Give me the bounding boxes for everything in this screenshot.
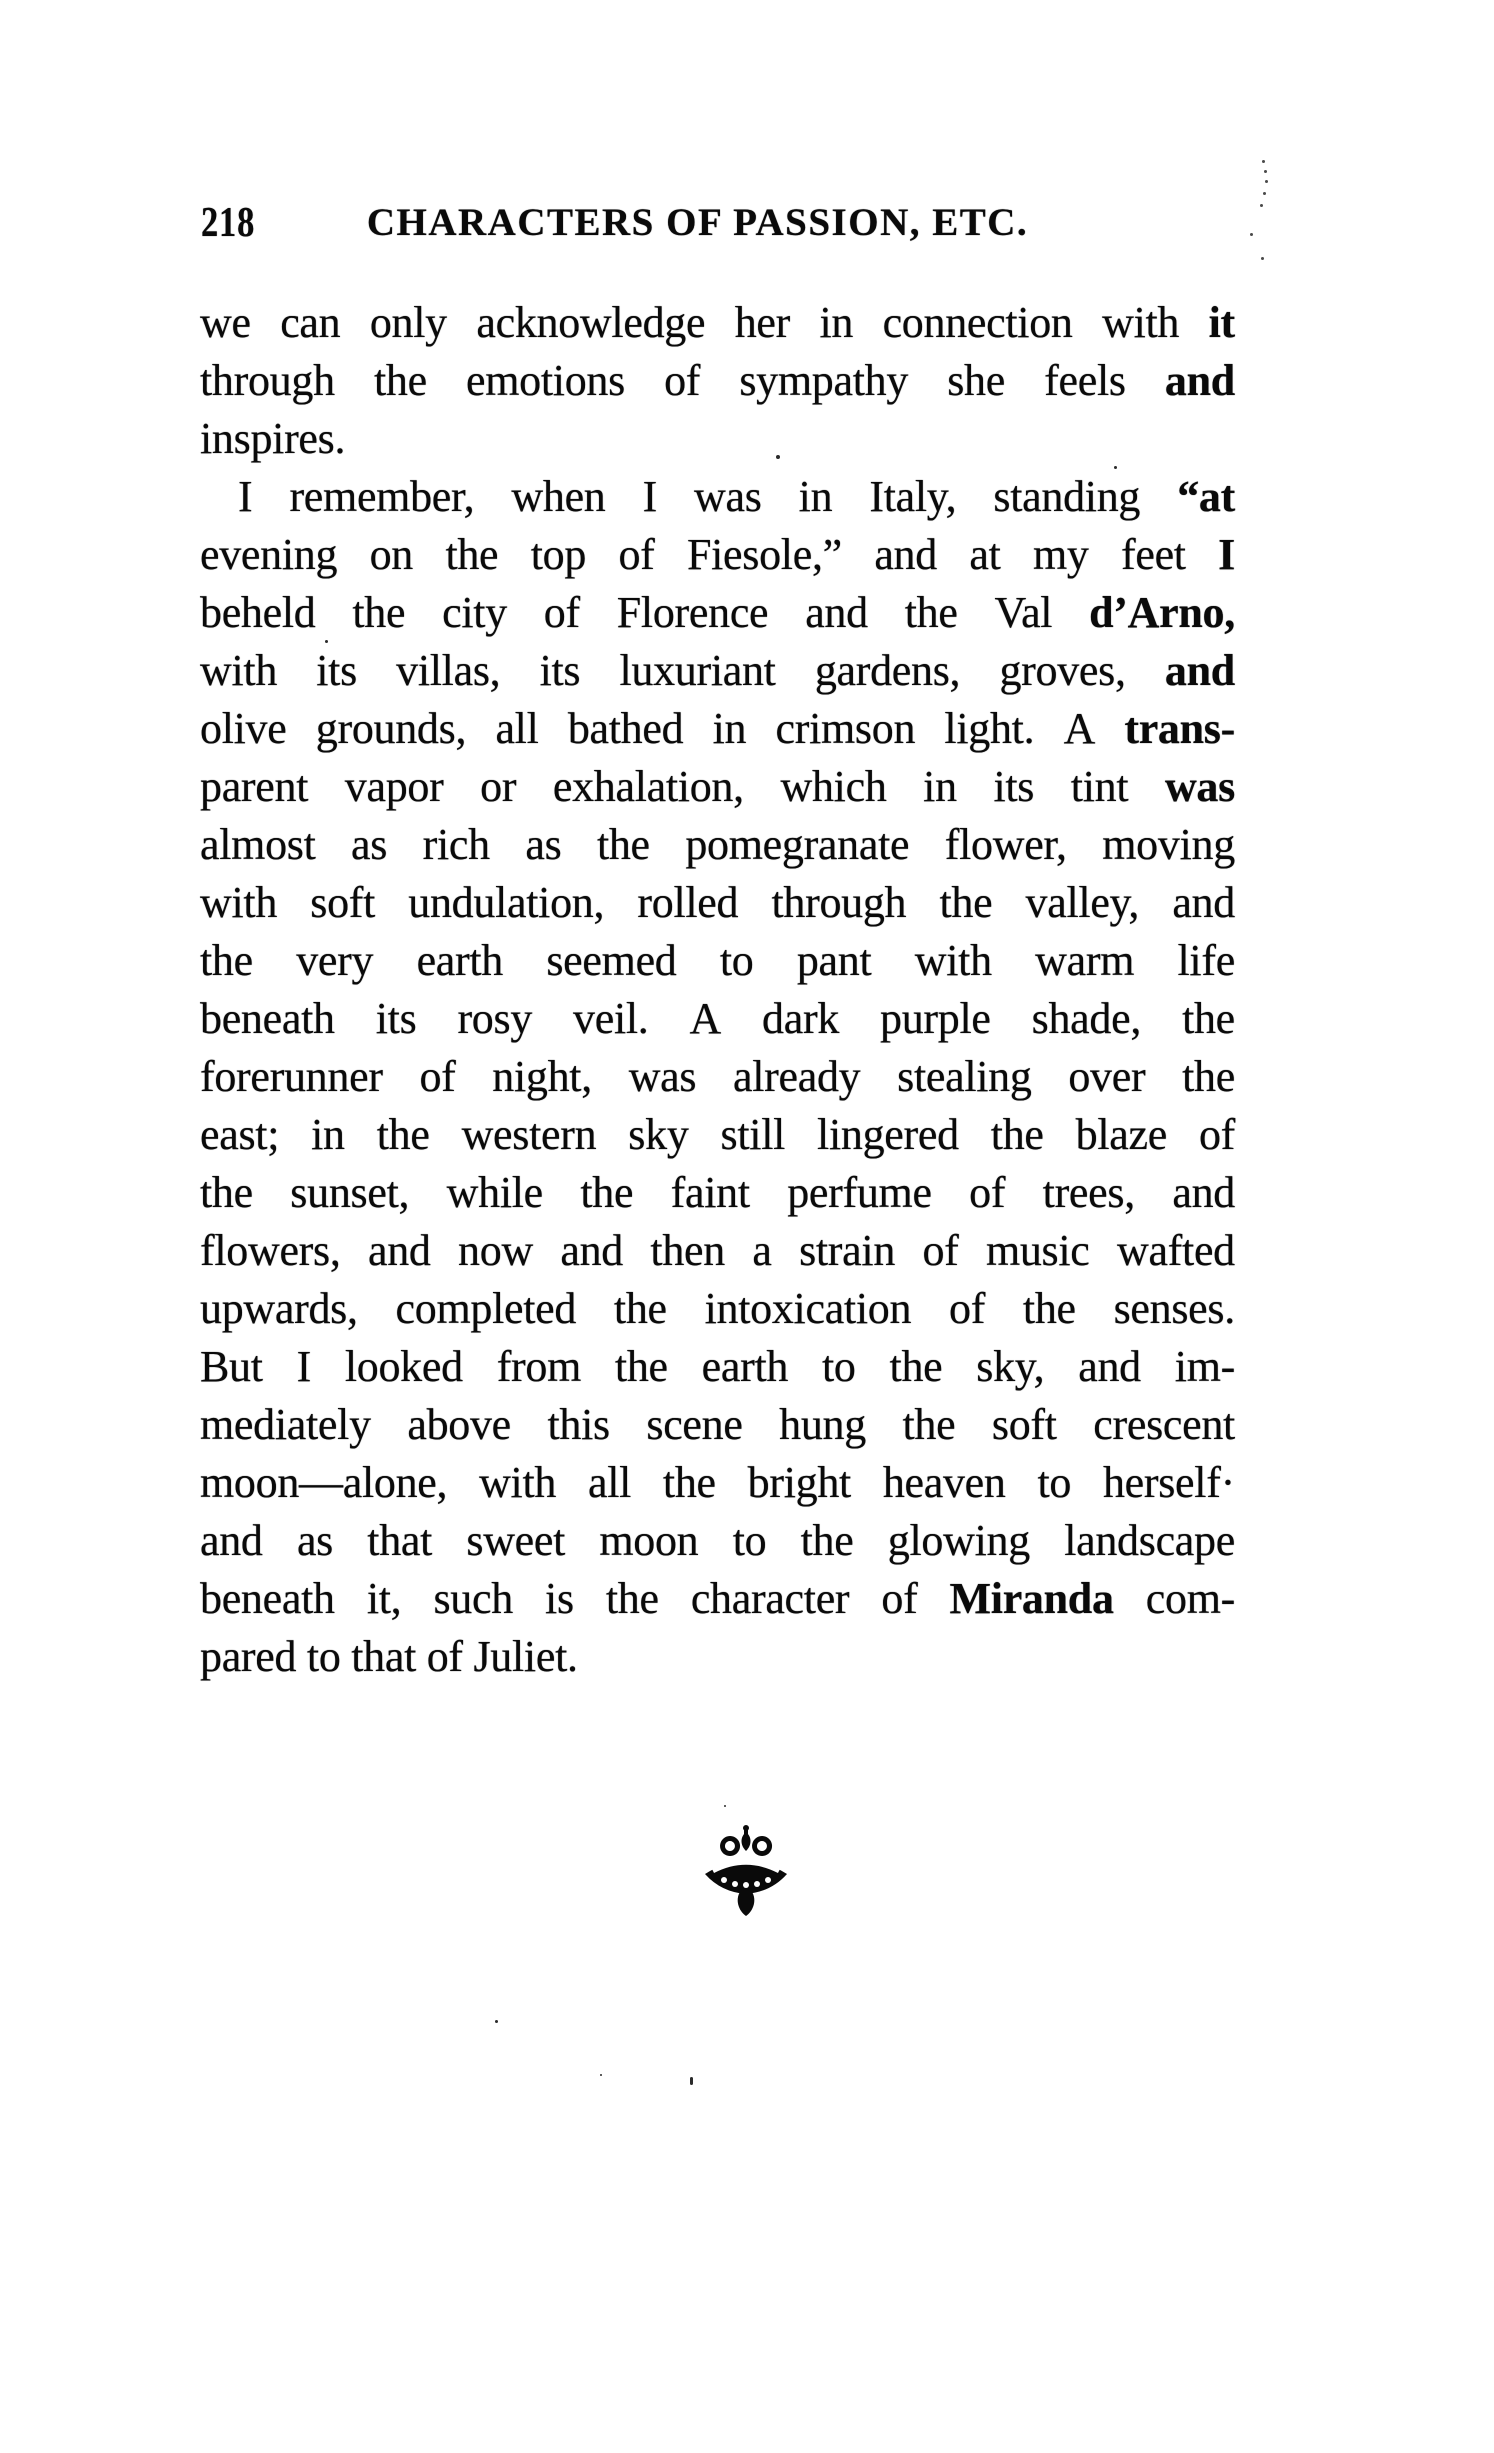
text-line: pared to that of Juliet. (200, 1632, 578, 1681)
text-line: with soft undulation, rolled through the valley, and (200, 878, 1235, 927)
text-line: we can only acknowledge her in connection with it (200, 298, 1235, 347)
text-line: the very earth seemed to pant with warm life (200, 936, 1235, 985)
text-line: east; in the western sky still lingered the blaze of (200, 1110, 1235, 1159)
text-line: upwards, completed the intoxication of the senses. (200, 1284, 1235, 1333)
text-line: olive grounds, all bathed in crimson light. A trans- (200, 704, 1235, 753)
text-line: mediately above this scene hung the soft crescent (200, 1400, 1235, 1449)
scan-artifact-speck (1114, 466, 1117, 469)
page-number: 218 (201, 200, 256, 246)
text-line: with its villas, its luxuriant gardens, groves, and (200, 646, 1235, 695)
text-line: the sunset, while the faint perfume of trees, and (200, 1168, 1235, 1217)
text-line: parent vapor or exhalation, which in its tint was (200, 762, 1235, 811)
text-line: beneath its rosy veil. A dark purple shade, the (200, 994, 1235, 1043)
text-line: through the emotions of sympathy she feels and (200, 356, 1235, 405)
scan-artifact-speck (724, 1805, 726, 1807)
text-line: I remember, when I was in Italy, standing “at (238, 472, 1235, 521)
text-line: and as that sweet moon to the glowing landscape (200, 1516, 1235, 1565)
text-line: evening on the top of Fiesole,” and at my feet I (200, 530, 1235, 579)
scan-artifact-speck (600, 2074, 602, 2076)
scan-artifact-speck (690, 2077, 693, 2085)
scan-artifact-speck (325, 640, 328, 643)
text-line: almost as rich as the pomegranate flower, moving (200, 820, 1235, 869)
printer-ornament-icon (701, 1824, 791, 1916)
running-title: CHARACTERS OF PASSION, ETC. (366, 201, 1029, 244)
text-line: beheld the city of Florence and the Val d’Arno, (200, 588, 1235, 637)
body-text (200, 294, 1235, 1686)
text-line: inspires. (200, 414, 346, 463)
scan-artifact-speck (776, 455, 780, 459)
scan-artifact-speck (495, 2020, 498, 2023)
text-line: beneath it, such is the character of Miranda com- (200, 1574, 1235, 1623)
text-line: flowers, and now and then a strain of music wafted (200, 1226, 1235, 1275)
text-line: But I looked from the earth to the sky, and im- (200, 1342, 1235, 1391)
text-line: moon—alone, with all the bright heaven to herself· (200, 1458, 1235, 1507)
text-line: forerunner of night, was already stealing over the (200, 1052, 1235, 1101)
